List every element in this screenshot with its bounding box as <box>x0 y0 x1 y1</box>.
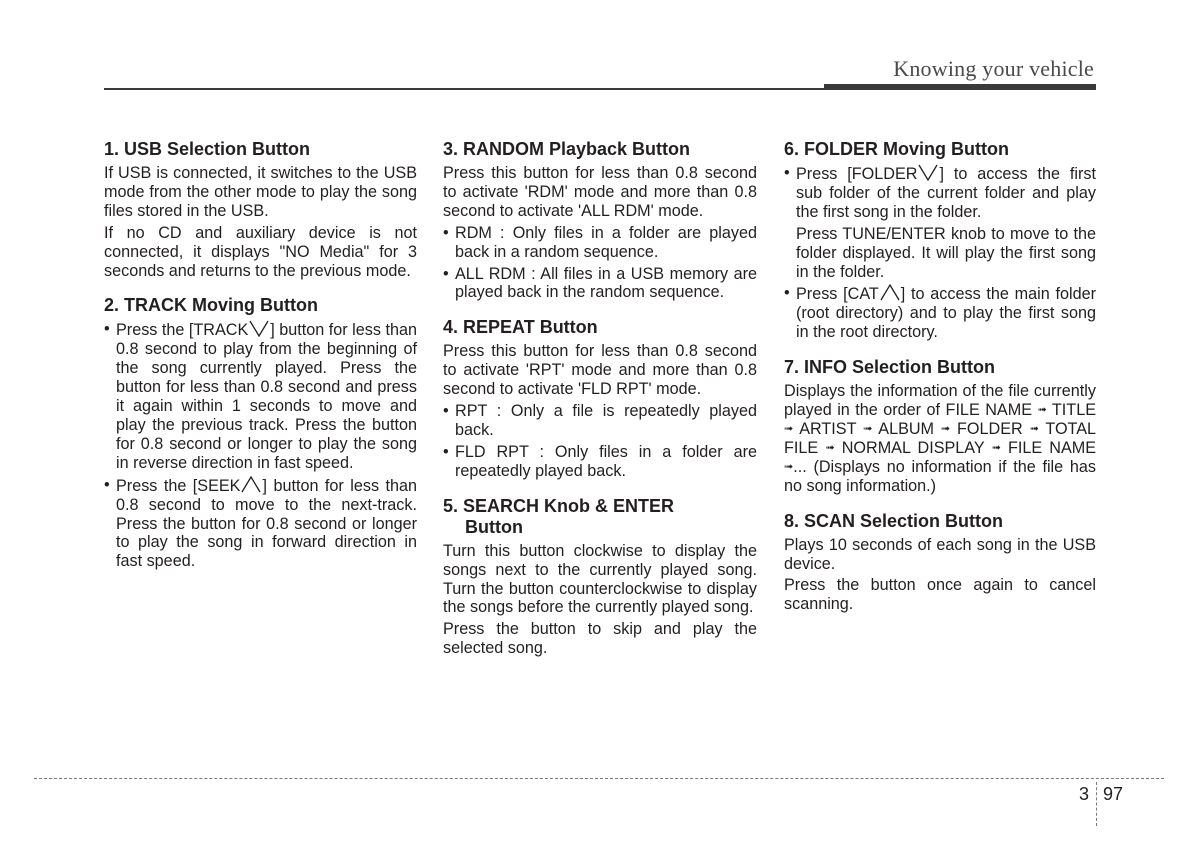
list-item <box>784 284 1096 342</box>
paragraph: If USB is connected, it switches to the USB mode from the other mode to play the song files stored in the USB. <box>104 164 417 220</box>
arrow-right-icon: ➟ <box>1037 404 1047 417</box>
list-item: • RPT : Only a file is repeatedly played back. <box>443 402 757 440</box>
section-heading: 3. RANDOM Playback Button <box>443 139 691 159</box>
list-item <box>104 476 417 572</box>
section-random-playback <box>443 139 757 302</box>
section-heading: 7. INFO Selection Button <box>784 357 996 378</box>
column-middle <box>443 139 757 673</box>
section-repeat <box>443 317 757 480</box>
section-heading: 2. TRACK Moving Button <box>104 295 318 316</box>
header-title: Knowing your vehicle <box>893 56 1094 81</box>
bullet-subtext: Press TUNE/ENTER knob to move to the folder displayed. It will play the first song in the folder. <box>796 224 1096 281</box>
arrow-right-icon: ➟ <box>784 422 794 435</box>
arrow-right-icon: ➟ <box>784 460 794 473</box>
footer-rule <box>34 778 1164 779</box>
bullet-text: Press [FOLDER <box>796 165 918 183</box>
text: ALBUM <box>878 419 935 438</box>
section-info-selection <box>784 357 1096 495</box>
page-number-divider <box>1096 782 1097 826</box>
bullet-list <box>443 224 757 303</box>
bullet-text: ] to access the first sub folder of the current folder and play the first song in the folder. <box>796 165 1096 221</box>
text: TOTAL FILE <box>784 419 1097 457</box>
arrow-right-icon: ➟ <box>940 422 951 435</box>
paragraph <box>784 382 1096 495</box>
chevron-up-icon <box>880 284 900 301</box>
arrow-right-icon: ➟ <box>825 441 835 454</box>
chevron-down-icon <box>249 320 269 337</box>
paragraph: Press this button for less than 0.8 second to activate 'RPT' mode and more than 0.8 second to activate 'FLD RPT' mode. <box>443 342 757 399</box>
arrow-right-icon: ➟ <box>1029 422 1039 435</box>
text: FILE NAME <box>1007 438 1097 457</box>
paragraph: Press the button to skip and play the selected song. <box>443 620 757 658</box>
section-heading: 6. FOLDER Moving Button <box>784 139 1009 159</box>
section-heading: 8. SCAN Selection Button <box>784 510 1004 531</box>
bullet-text: ] button for less than 0.8 second to move to the next-track. Press the button for 0.8 second or longer to play the song in forward direction in fast speed. <box>116 476 417 571</box>
paragraph: Turn this button clockwise to display the songs next to the currently played song. Turn the button counterclockwise to display the songs before the currently played song. <box>443 541 757 617</box>
heading-line: 5. SEARCH Knob & ENTER <box>443 495 675 516</box>
list-item: • ALL RDM : All files in a USB memory are played back in the random sequence. <box>443 265 757 303</box>
arrow-right-icon: ➟ <box>991 441 1001 454</box>
section-heading <box>443 496 757 538</box>
paragraph: If no CD and auxiliary device is not connected, it displays "NO Media" for 3 seconds and returns to the previous mode. <box>104 223 417 280</box>
paragraph: Press this button for less than 0.8 second to activate 'RDM' mode and more than 0.8 second to activate 'ALL RDM' mode. <box>443 164 757 220</box>
section-heading: 4. REPEAT Button <box>443 317 598 338</box>
text: ... (Displays no information if the file has no song information.) <box>784 457 1096 495</box>
header-rule-accent <box>824 84 1096 90</box>
text: Displays the information of the file currently played in the order of FILE NAME <box>784 382 1096 420</box>
section-folder-moving <box>784 139 1096 342</box>
text: FOLDER <box>957 419 1023 438</box>
section-heading: 1. USB Selection Button <box>104 139 311 159</box>
bullet-list <box>784 164 1096 342</box>
list-item: • FLD RPT : Only files in a folder are repeatedly played back. <box>443 443 757 481</box>
bullet-list <box>104 320 417 571</box>
text: ARTIST <box>799 419 857 438</box>
section-scan-selection <box>784 511 1096 615</box>
bullet-list <box>443 402 757 481</box>
chevron-up-icon <box>241 476 261 493</box>
paragraph: Plays 10 seconds of each song in the USB device. <box>784 535 1096 573</box>
header-rule <box>104 88 824 90</box>
paragraph: Press the button once again to cancel scanning. <box>784 576 1096 614</box>
bullet-text: ] button for less than 0.8 second to play from the beginning of the song currently played. Press the button for less than 0.8 second and press it again within 1 seconds to move and play the previous track. Press the button for 0.8 second or longer to play the song in reverse direction in fast speed. <box>116 321 417 472</box>
list-item <box>784 164 1096 281</box>
chevron-down-icon <box>918 164 938 181</box>
arrow-right-icon: ➟ <box>863 422 873 435</box>
text: TITLE <box>1051 401 1096 420</box>
heading-line: Button <box>465 516 523 537</box>
column-right <box>784 139 1096 629</box>
bullet-text: Press the [TRACK <box>116 321 249 340</box>
column-left <box>104 139 417 586</box>
page-number: 97 <box>1103 784 1124 804</box>
section-usb-selection <box>104 139 417 280</box>
bullet-text: Press [CAT <box>796 285 879 304</box>
chapter-number: 3 <box>1079 784 1090 804</box>
list-item <box>104 320 417 472</box>
section-track-moving <box>104 295 417 571</box>
bullet-text: ] to access the main folder (root directory) and to play the first song in the root directory. <box>796 285 1096 342</box>
section-search-knob <box>443 496 757 658</box>
list-item: • RDM : Only files in a folder are played back in a random sequence. <box>443 224 757 262</box>
text: NORMAL DISPLAY <box>841 438 985 457</box>
bullet-text: Press the [SEEK <box>116 476 241 495</box>
